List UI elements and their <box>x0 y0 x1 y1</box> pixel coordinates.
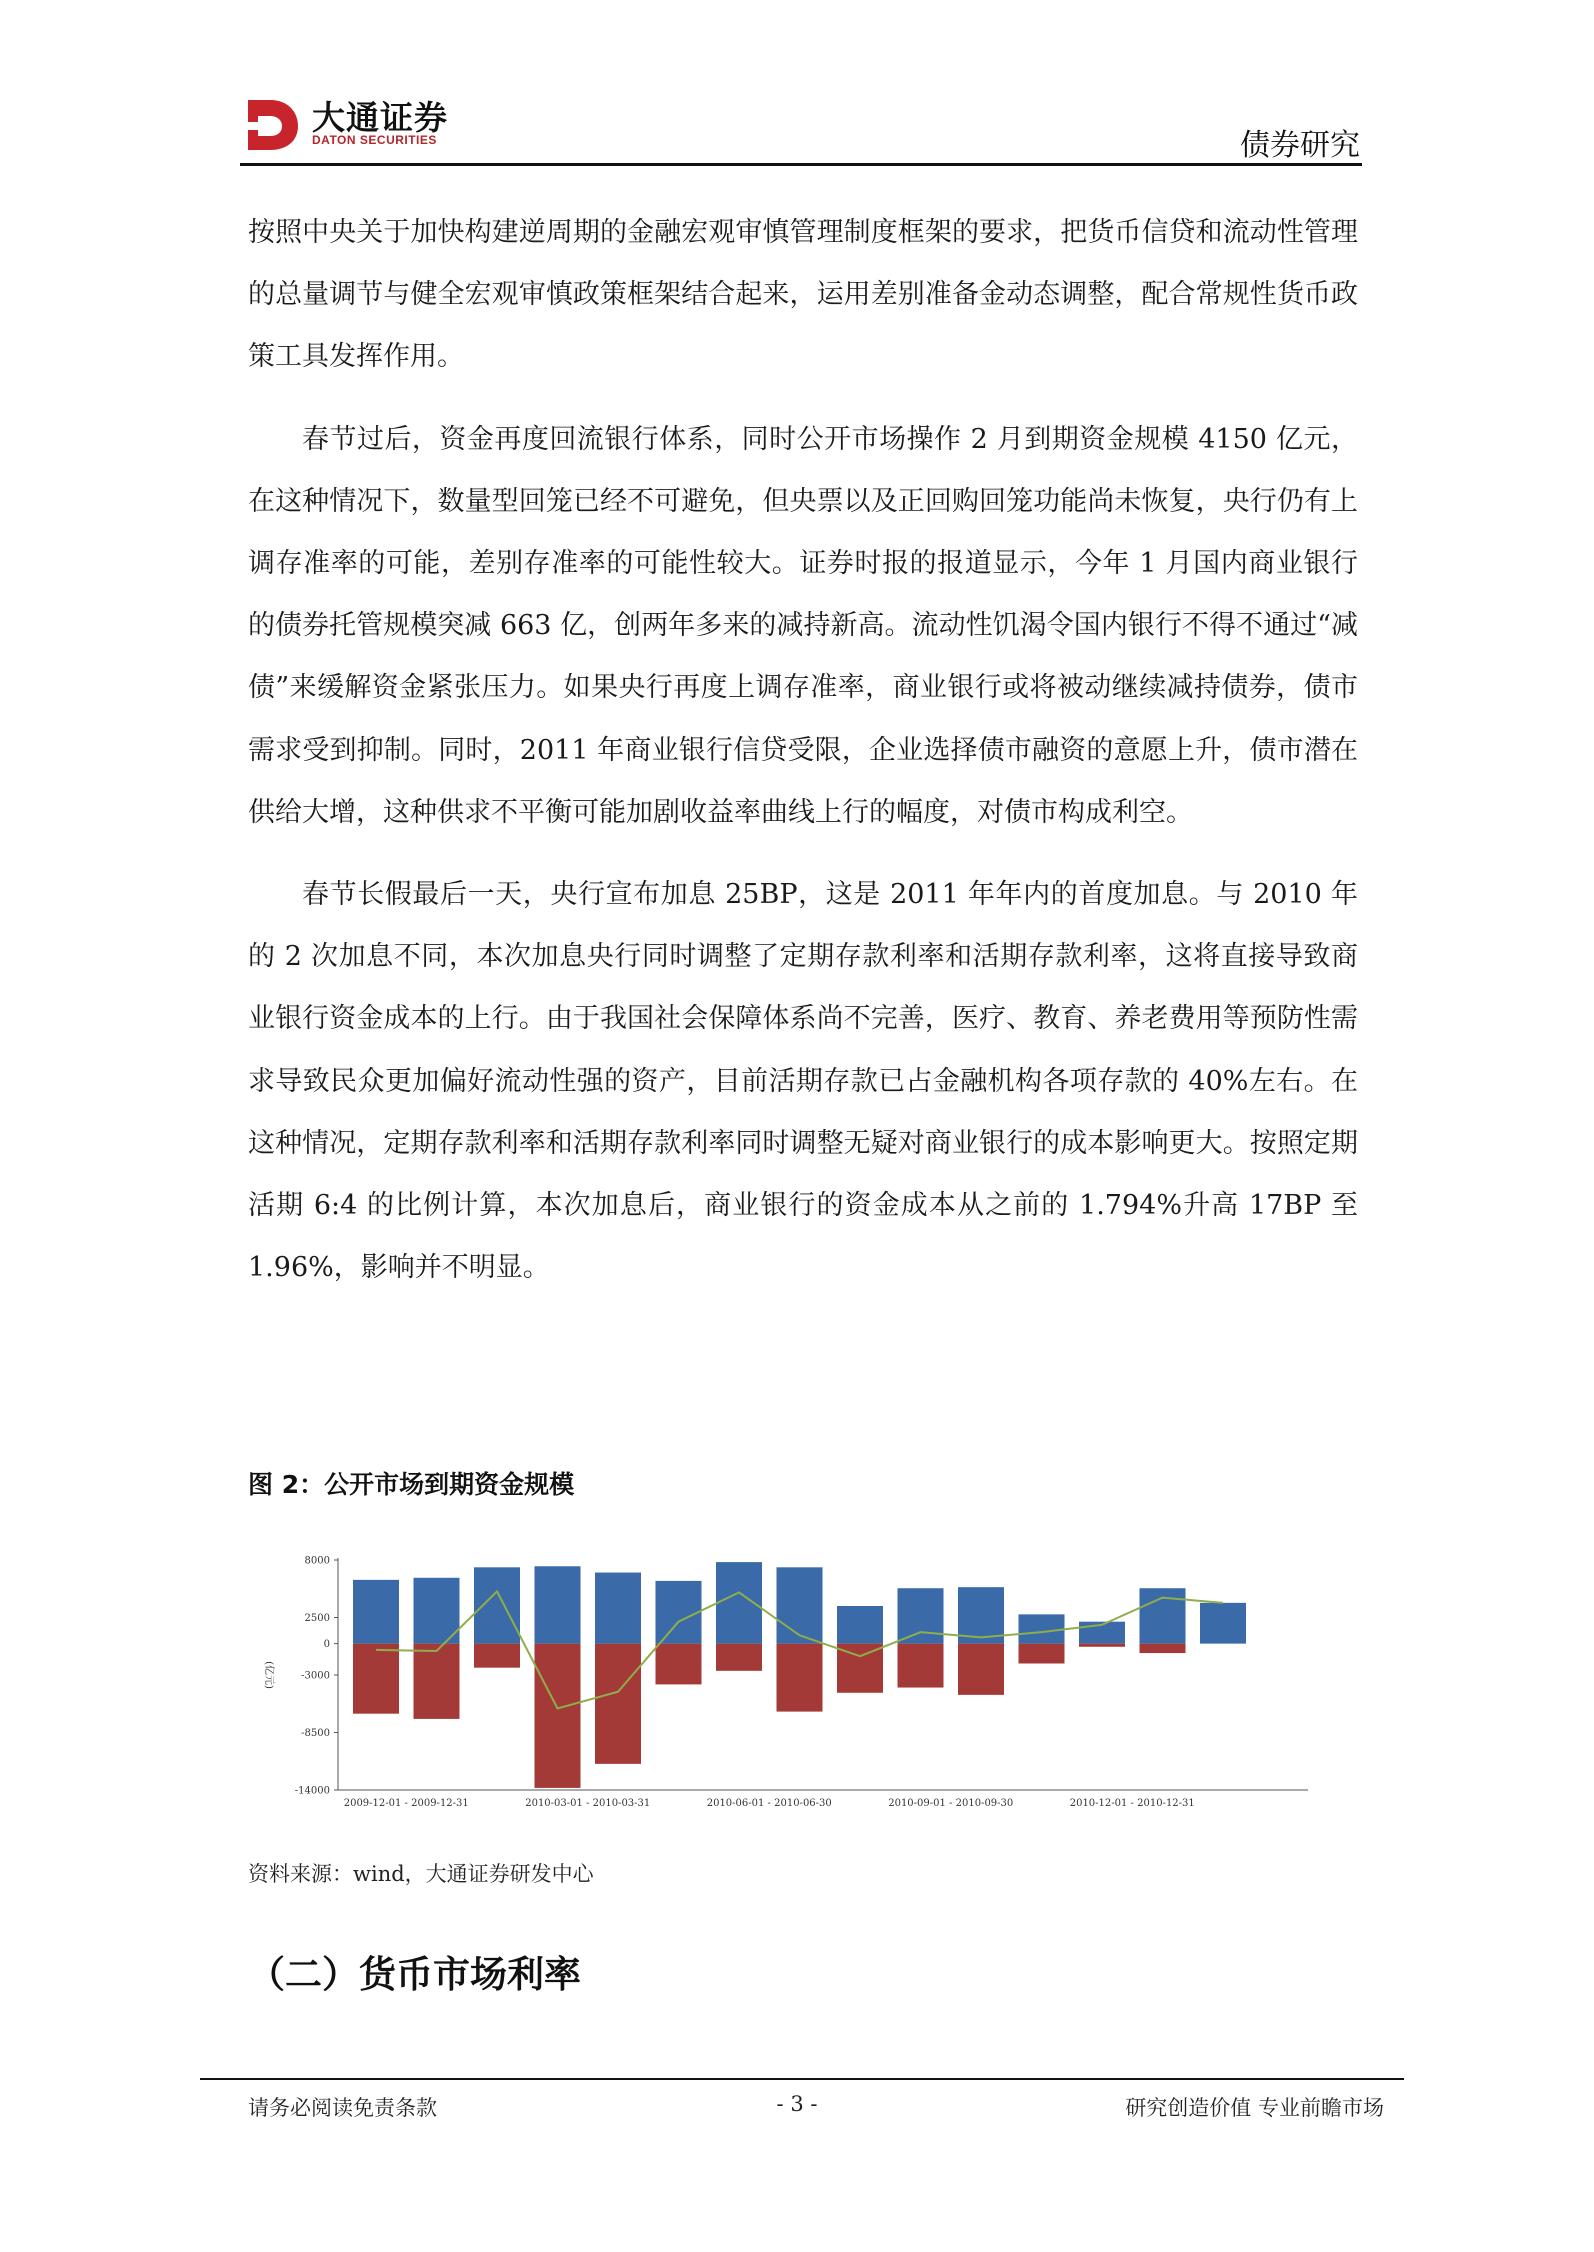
bar-negative <box>716 1644 762 1671</box>
figure-caption: 图 2：公开市场到期资金规模 <box>248 1470 575 1499</box>
bar-positive <box>898 1588 944 1643</box>
page-number: - 3 - <box>776 2092 818 2116</box>
bar-positive <box>353 1580 399 1644</box>
disclaimer-note: 请务必阅读免责条款 <box>248 2096 437 2120</box>
x-tick-label: 2010-03-01 - 2010-03-31 <box>525 1798 651 1809</box>
bar-chart <box>248 1550 1318 1820</box>
bar-positive <box>656 1581 702 1644</box>
bar-negative <box>474 1644 520 1668</box>
y-tick-label: 8000 <box>304 1555 330 1567</box>
logo-mark-icon <box>244 96 302 154</box>
bar-negative <box>414 1644 460 1719</box>
y-tick-label: 2500 <box>304 1613 330 1624</box>
bar-negative <box>958 1644 1004 1695</box>
y-tick-label: -3000 <box>301 1670 330 1682</box>
bar-positive <box>777 1567 823 1643</box>
bar-negative <box>777 1644 823 1712</box>
bar-negative <box>535 1644 581 1788</box>
logo-english-name: DATON SECURITIES <box>312 133 437 147</box>
figure-source: 资料来源：wind，大通证券研发中心 <box>248 1862 594 1886</box>
bar-negative <box>898 1644 944 1688</box>
bar-positive <box>535 1566 581 1643</box>
y-tick-label: 0 <box>323 1639 330 1651</box>
bar-negative <box>595 1644 641 1764</box>
bar-negative <box>1019 1644 1065 1664</box>
footer-slogan: 研究创造价值 专业前瞻市场 <box>1125 2096 1384 2120</box>
paragraph-2: 春节过后，资金再度回流银行体系，同时公开市场操作 2 月到期资金规模 4150 亿元，在这种情况下，数量型回笼已经不可避免，但央票以及正回购回笼功能尚未恢复，央行仍有上调存准率的可能，差别存准率的可能性较大。证券时报的报道显示，今年 1 月国内商业银行的债券托管规模突减 663 亿，创两年多来的减持新高。流动性饥渴令国内银行不得不通过“减债”来缓解资金紧张压力。如果央行再度上调存准率，商业银行或将被动继续减持债券，债市需求受到抑制。同时，2011 年商业银行信贷受限，企业选择债市融资的意愿上升，债市潜在供给大增，这种供求不平衡可能加剧收益率曲线上行的幅度，对债市构成利空。 <box>248 423 1358 828</box>
y-axis-label: (亿元) <box>263 1661 274 1689</box>
y-tick-label: -14000 <box>294 1785 330 1797</box>
section-heading: （二）货币市场利率 <box>248 1953 581 1996</box>
x-tick-label: 2010-06-01 - 2010-06-30 <box>706 1798 832 1809</box>
x-tick-label: 2009-12-01 - 2009-12-31 <box>343 1798 469 1809</box>
bar-negative <box>353 1644 399 1714</box>
header-divider <box>240 163 1362 166</box>
logo-chinese-name: 大通证券 <box>312 98 448 137</box>
bar-positive <box>837 1606 883 1644</box>
x-tick-label: 2010-09-01 - 2010-09-30 <box>888 1798 1014 1809</box>
bar-positive <box>595 1573 641 1644</box>
bar-positive <box>474 1567 520 1643</box>
report-category-title: 债券研究 <box>1240 128 1360 163</box>
x-tick-label: 2010-12-01 - 2010-12-31 <box>1069 1798 1195 1809</box>
footer-divider <box>200 2078 1404 2080</box>
paragraph-1: 按照中央关于加快构建逆周期的金融宏观审慎管理制度框架的要求，把货币信贷和流动性管理的总量调节与健全宏观审慎政策框架结合起来，运用差别准备金动态调整，配合常规性货币政策工具发挥作用。 <box>248 217 1358 373</box>
body-text <box>248 202 1358 1319</box>
bar-negative <box>1140 1644 1186 1653</box>
bar-positive <box>1019 1614 1065 1643</box>
y-tick-label: -8500 <box>301 1728 330 1739</box>
company-logo <box>244 92 494 154</box>
bar-positive <box>1200 1603 1246 1644</box>
bar-negative <box>656 1644 702 1685</box>
bar-positive <box>1140 1588 1186 1643</box>
bar-negative <box>1079 1644 1125 1647</box>
paragraph-3: 春节长假最后一天，央行宣布加息 25BP，这是 2011 年年内的首度加息。与 2010 年的 2 次加息不同，本次加息央行同时调整了定期存款利率和活期存款利率，这将直接导致商业银行资金成本的上行。由于我国社会保障体系尚不完善，医疗、教育、养老费用等预防性需求导致民众更加偏好流动性强的资产，目前活期存款已占金融机构各项存款的 40%左右。在这种情况，定期存款利率和活期存款利率同时调整无疑对商业银行的成本影响更大。按照定期活期 6:4 的比例计算，本次加息后，商业银行的资金成本从之前的 1.794%升高 17BP 至 1.96%，影响并不明显。 <box>248 879 1358 1284</box>
